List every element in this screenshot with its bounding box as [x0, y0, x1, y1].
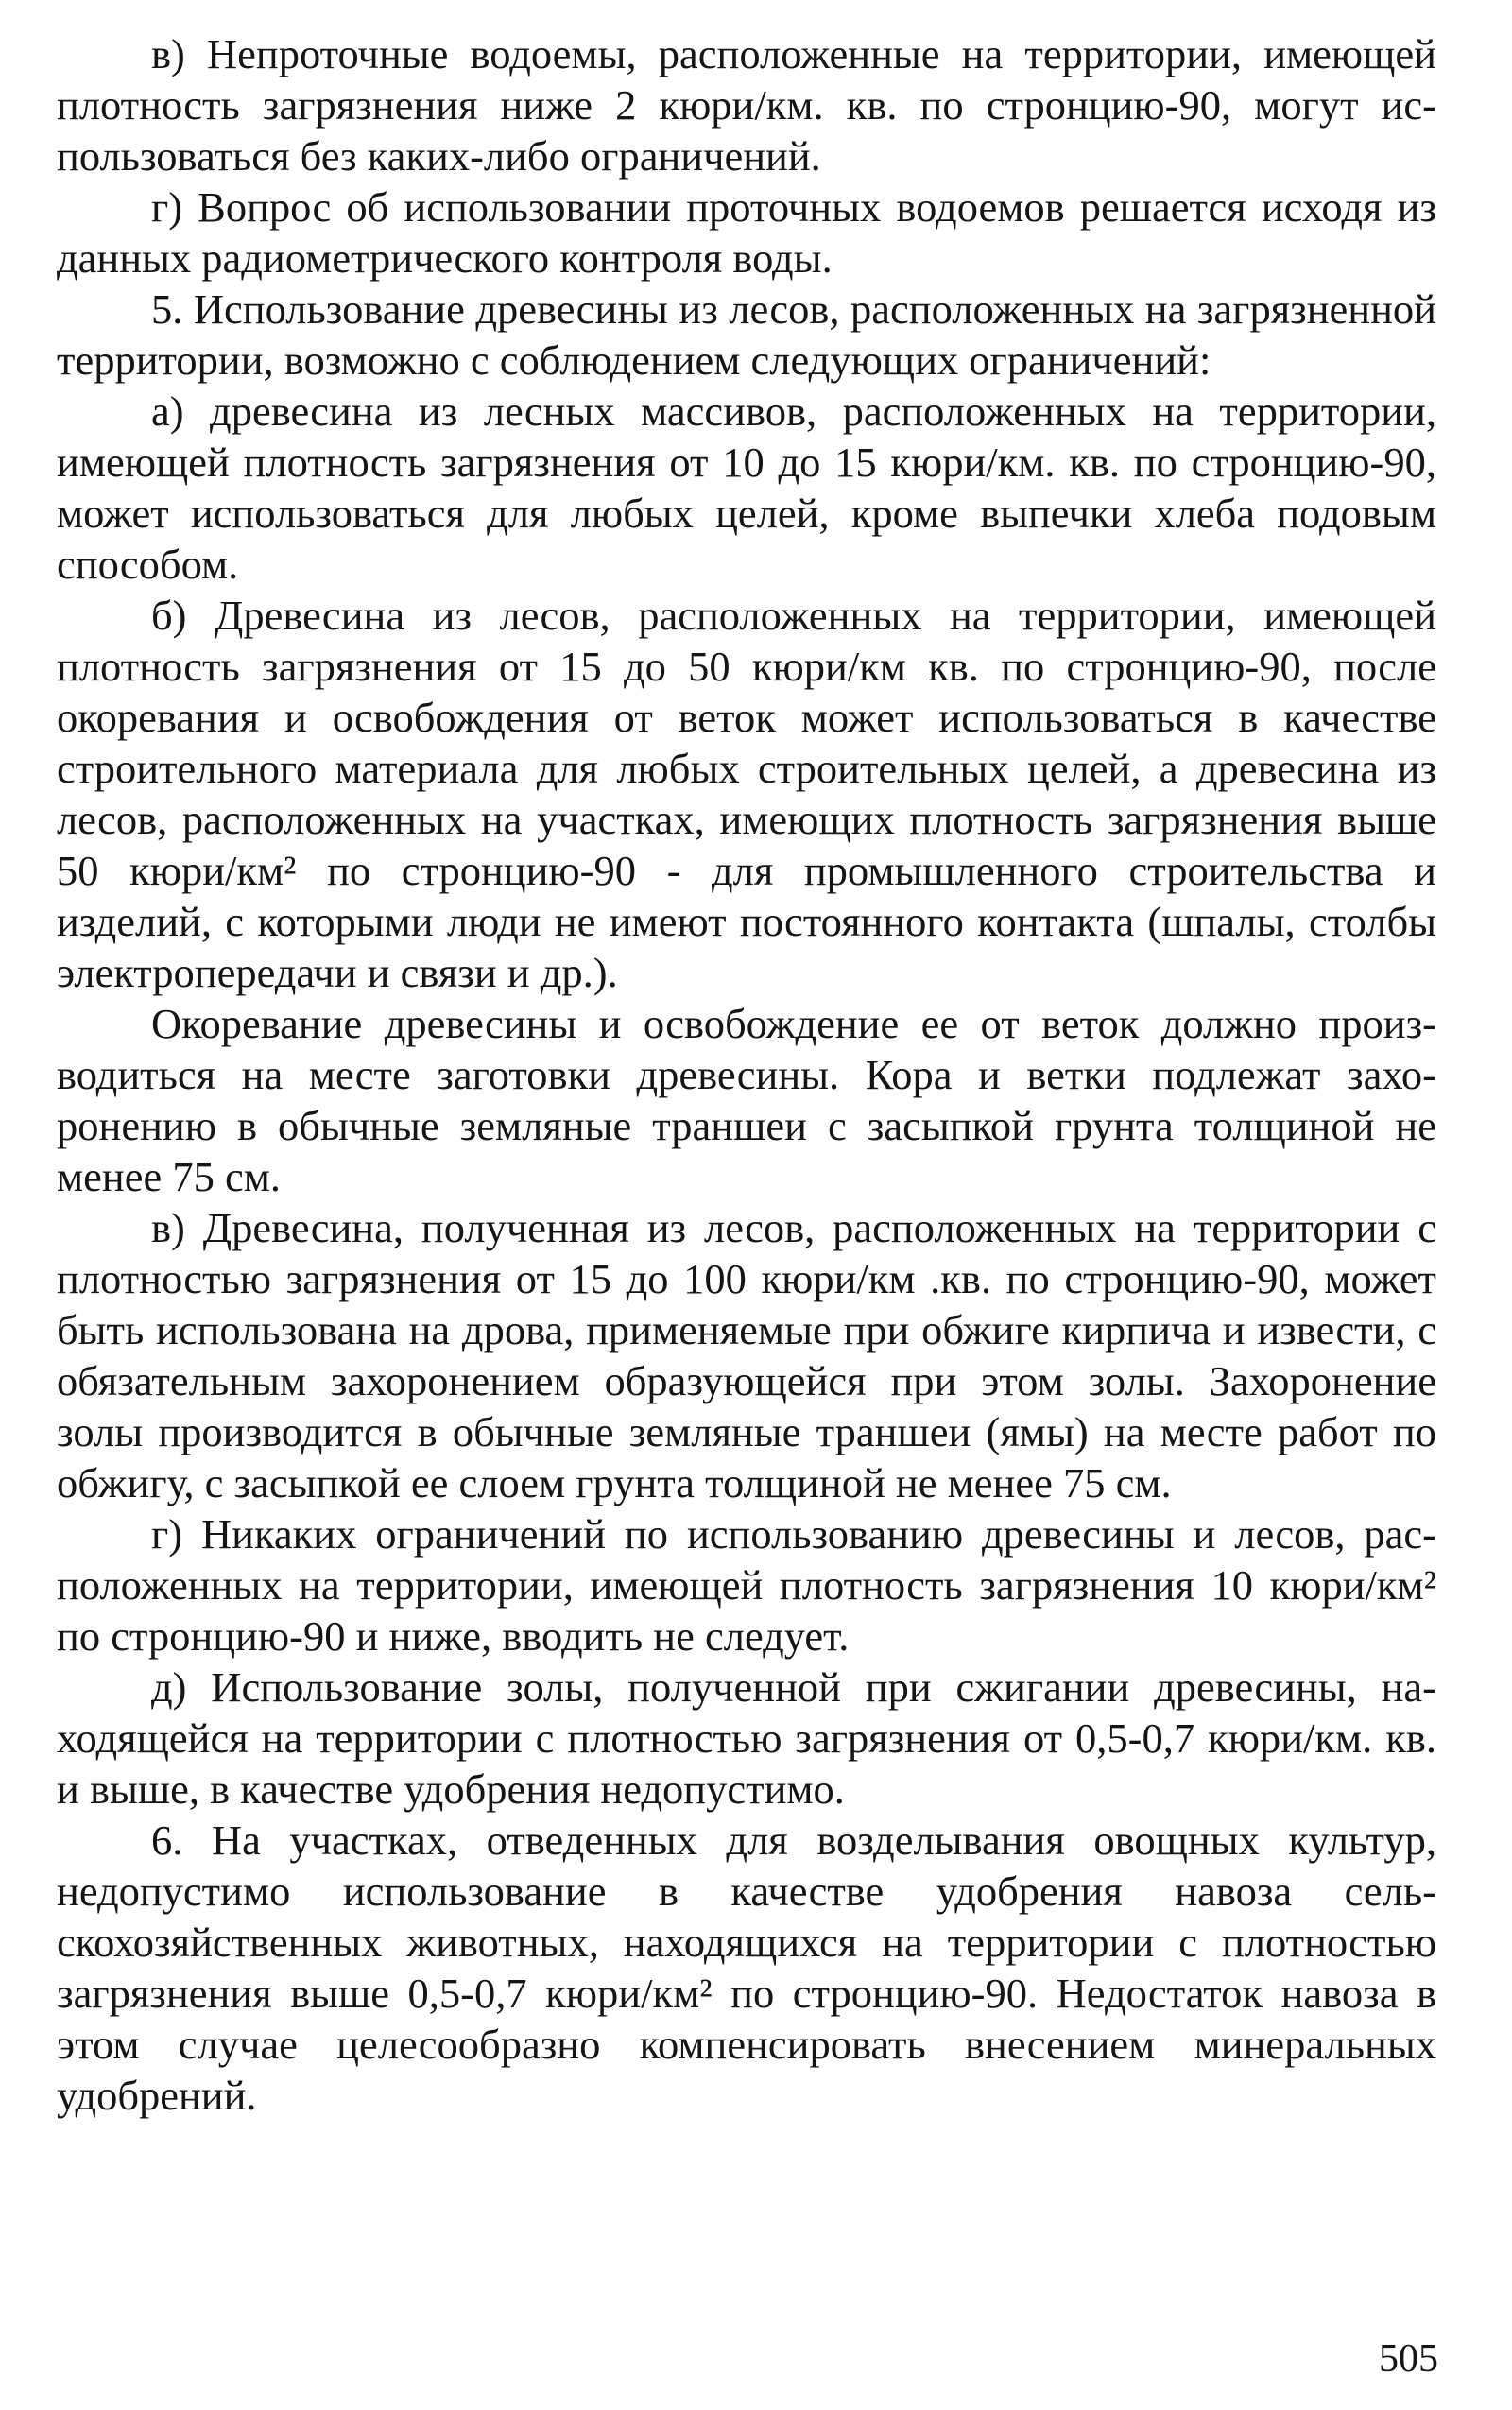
page-number: 505	[1379, 2337, 1438, 2381]
body-text	[57, 28, 1436, 2121]
paragraph-g-no-restrictions: г) Никаких ограничений по использованию древесины и лесов, расположенных на территории, имеющей плотность загрязнения 10 кюри/км² по стронцию-90 и ниже, вводить не следует.	[57, 1510, 1436, 1660]
paragraph-6-manure: 6. На участках, отведенных для возделывания овощных культур, недопустимо использование в качестве удобрения навоза сельскохозяйственных животных, находящихся на территории с плотностью загрязнения выше 0,5-0,7 кюри/км² по стронцию-90. Недостаток навоза в этом случае целесообразно компенсировать внесением минеральных удобрений.	[57, 1816, 1436, 2119]
paragraph-g-flowing-ponds: г) Вопрос об использовании проточных водоемов решается исходя из данных радиометрического контроля воды.	[57, 183, 1436, 282]
paragraph-v-firewood: в) Древесина, полученная из лесов, расположенных на территории с плотностью загрязнения от 15 до 100 кюри/км .кв. по стронцию-90, может быть использована на дрова, применяемые при обжиге кирпича и извести, с обязательным захоронением образующейся при этом золы. Захоронение золы производится в обычные земляные траншеи (ямы) на месте работ по обжигу, с засыпкой ее слоем грунта толщиной не менее 75 см.	[57, 1204, 1436, 1506]
paragraph-d-ash: д) Использование золы, полученной при сжигании древесины, находящейся на территории с плотностью загрязнения от 0,5-0,7 кюри/км. кв. и выше, в качестве удобрения недопустимо.	[57, 1663, 1436, 1813]
paragraph-5-wood-use: 5. Использование древесины из лесов, расположенных на загрязненной территории, возможно с соблюдением следующих ограничений:	[57, 285, 1436, 384]
paragraph-debarking: Окоревание древесины и освобождение ее от веток должно производиться на месте заготовки древесины. Кора и ветки подлежат захоронению в обычные земляные траншеи с засыпкой грунта толщиной не менее 75 см.	[57, 1000, 1436, 1200]
paragraph-b-wood-15-50: б) Древесина из лесов, расположенных на территории, имеющей плотность загрязнения от 15 до 50 кюри/км кв. по стронцию-90, после окоревания и освобождения от веток может использоваться в качестве строительного материала для любых строительных целей, а древесина из лесов, расположенных на участках, имеющих плотность загрязнения выше 50 кюри/км² по стронцию-90 - для промышленного строительства и изделий, с которыми люди не имеют постоянного контакта (шпалы, столбы электропередачи и связи и др.).	[57, 592, 1436, 996]
paragraph-a-wood-10-15: а) древесина из лесных массивов, расположенных на территории, имеющей плотность загрязнения от 10 до 15 кюри/км. кв. по стронцию-90, может использоваться для любых целей, кроме выпечки хлеба подовым способом.	[57, 387, 1436, 588]
paragraph-v-nonflowing-ponds: в) Непроточные водоемы, расположенные на территории, имеющей плотность загрязнения ниже 2 кюри/км. кв. по стронцию-90, могут использоваться без каких-либо ограничений.	[57, 30, 1436, 180]
